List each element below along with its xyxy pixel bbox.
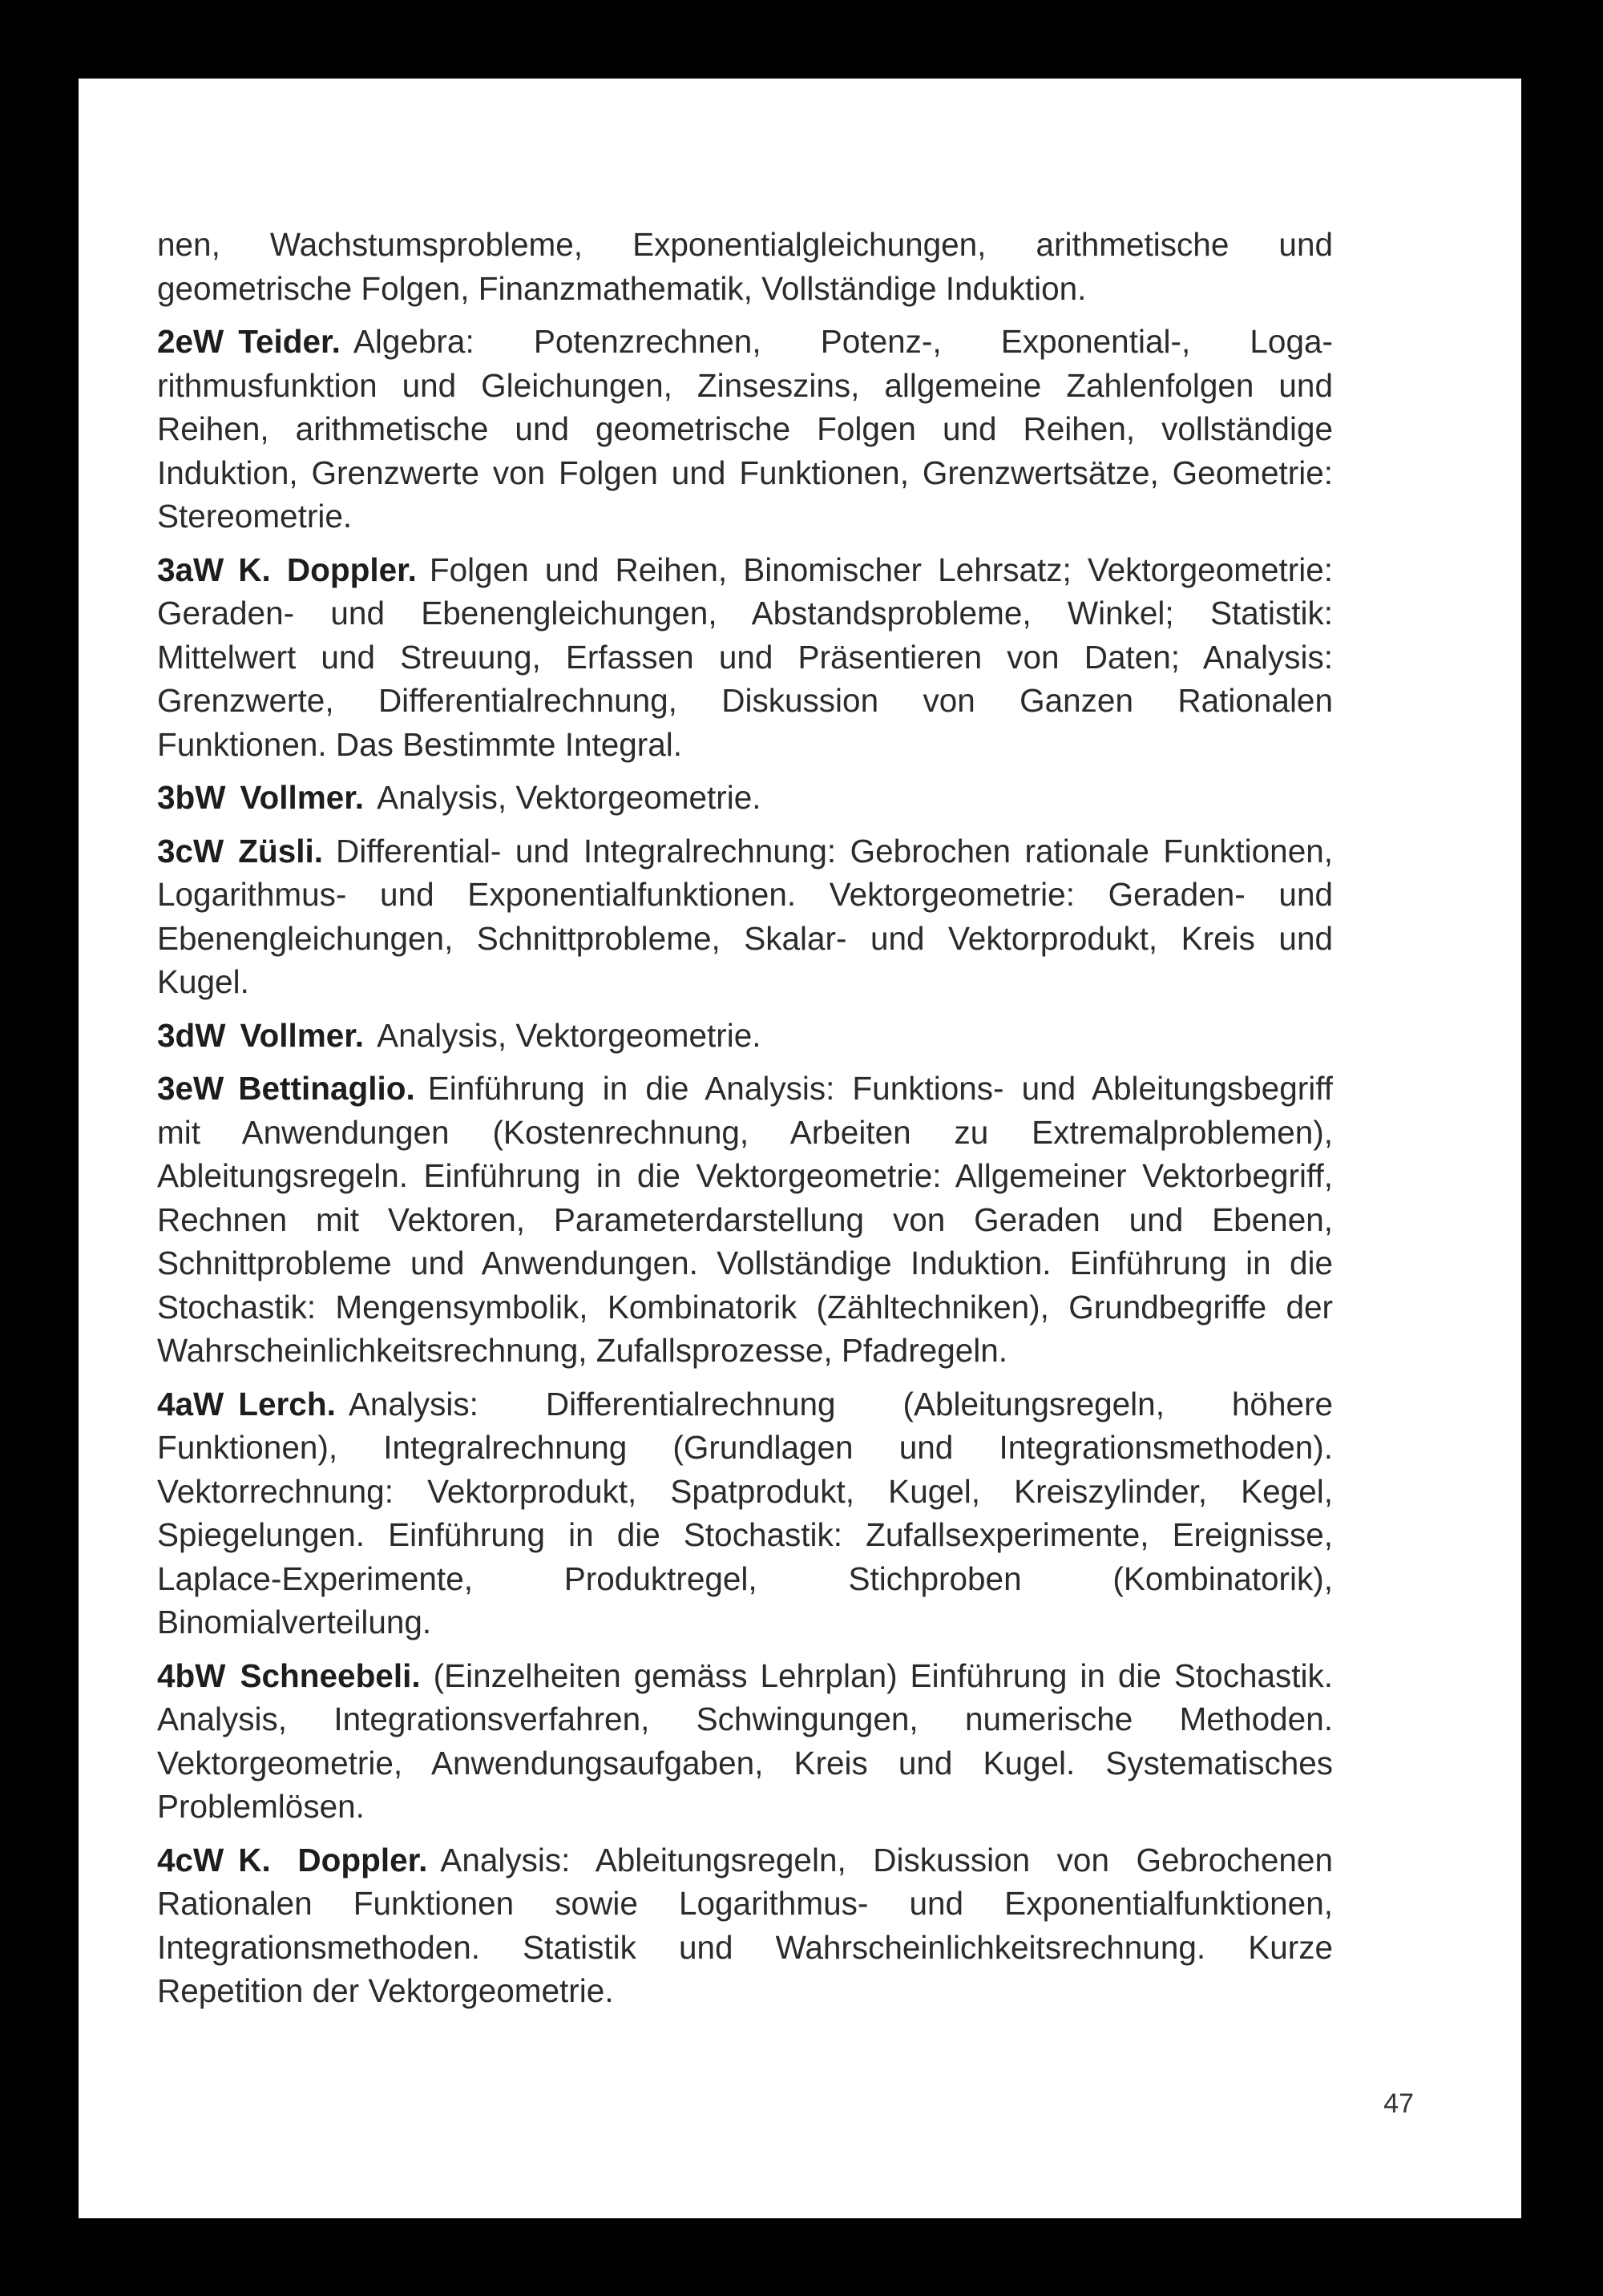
teacher-name: Schneebeli. (240, 1656, 421, 1694)
teacher-name: Teider. (238, 323, 341, 360)
course-entry-3cW (157, 829, 1333, 1004)
class-code: 3aW (157, 551, 224, 588)
teacher-name: Züsli. (238, 832, 324, 870)
teacher-name: Vollmer. (240, 779, 365, 816)
course-description: Analysis: Differentialrechnung (Ableitungsregeln, höhere Funktionen), Integralrechnung (Grundlagen und Integrationsmethoden). Vektorrechnung: Vektorprodukt, Spatprodukt, Kugel, Kreiszylinder, Kegel, Spiegelungen. Einführung in die Stochastik: Zufallsexperimente, Ereignisse, Laplace-Experimente, Produktregel, Stichproben (Kombinatorik), Binomialverteilung. (157, 1385, 1333, 1640)
class-code: 4cW (157, 1841, 224, 1878)
page-number: 47 (1383, 2088, 1414, 2119)
class-code: 3cW (157, 832, 224, 870)
continuation-paragraph: nen, Wachstumsprobleme, Exponentialgleichungen, arithmetische und geometrische Folgen, Finanzmathematik, Vollständige Induktion. (157, 226, 1333, 307)
course-description: Folgen und Reihen, Binomischer Lehrsatz; Vektorgeometrie: Geraden- und Ebenengleichungen, Abstandsprobleme, Winkel; Statistik: Mittelwert und Streuung, Erfassen und Präsentieren von Daten; Analysis: Grenzwerte, Differentialrechnung, Diskussion von Ganzen Rationalen Funktionen. Das Bestimmte Integral. (157, 551, 1333, 763)
course-description: Analysis: Ableitungsregeln, Diskussion von Gebrochenen Rationalen Funktionen sowie Logarithmus- und Exponentialfunktionen, Integrationsmethoden. Statistik und Wahrscheinlichkeitsrechnung. Kurze Repetition der Vektorgeometrie. (157, 1841, 1333, 2009)
course-description: Algebra: Potenzrechnen, Potenz-, Exponential-, Logarithmusfunktion und Gleichungen, Zinseszins, allgemeine Zahlenfolgen und Reihen, arithmetische und geometrische Folgen und Reihen, vollständige Induktion, Grenzwerte von Folgen und Funktionen, Grenzwertsätze, Geometrie: Stereometrie. (157, 323, 1333, 535)
class-code: 3eW (157, 1070, 224, 1107)
course-entry-4bW (157, 1654, 1333, 1829)
document-page (79, 79, 1521, 2218)
course-entry-3dW (157, 1014, 1333, 1058)
course-entry-3aW (157, 548, 1333, 767)
class-code: 4bW (157, 1656, 226, 1694)
course-description: Differential- und Integralrechnung: Gebrochen rationale Funktionen, Logarithmus- und Exponentialfunktionen. Vektorgeometrie: Geraden- und Ebenengleichungen, Schnittprobleme, Skalar- und Vektorprodukt, Kreis und Kugel. (157, 832, 1333, 1000)
course-entry-4cW (157, 1838, 1333, 2013)
course-entry-3eW (157, 1067, 1333, 1373)
course-entry-3bW (157, 776, 1333, 820)
course-description: Analysis, Vektorgeometrie. (377, 779, 761, 816)
class-code: 4aW (157, 1385, 224, 1422)
teacher-name: Vollmer. (240, 1016, 365, 1054)
curriculum-text (157, 223, 1333, 2023)
class-code: 3bW (157, 779, 226, 816)
teacher-name: K. Doppler. (238, 551, 417, 588)
course-description: Einführung in die Analysis: Funktions- und Ableitungsbegriff mit Anwendungen (Kostenrechnung, Arbeiten zu Extremalproblemen), Ableitungsregeln. Einführung in die Vektorgeometrie: Allgemeiner Vektorbegriff, Rechnen mit Vektoren, Parameterdarstellung von Geraden und Ebenen, Schnittprobleme und Anwendungen. Vollständige Induktion. Einführung in die Stochastik: Mengensymbolik, Kombinatorik (Zähltechniken), Grundbegriffe der Wahrscheinlichkeitsrechnung, Zufallsprozesse, Pfadregeln. (157, 1070, 1333, 1369)
course-entry-4aW (157, 1382, 1333, 1644)
teacher-name: Bettinaglio. (238, 1070, 415, 1107)
course-entry-2eW (157, 320, 1333, 539)
class-code: 3dW (157, 1016, 226, 1054)
class-code: 2eW (157, 323, 224, 360)
course-description: (Einzelheiten gemäss Lehrplan) Einführung in die Stochastik. Analysis, Integrationsverfahren, Schwingungen, numerische Methoden. Vektorgeometrie, Anwendungsaufgaben, Kreis und Kugel. Systematisches Problemlösen. (157, 1656, 1333, 1825)
teacher-name: K. Doppler. (238, 1841, 428, 1878)
course-description: Analysis, Vektorgeometrie. (377, 1016, 761, 1054)
teacher-name: Lerch. (238, 1385, 336, 1422)
